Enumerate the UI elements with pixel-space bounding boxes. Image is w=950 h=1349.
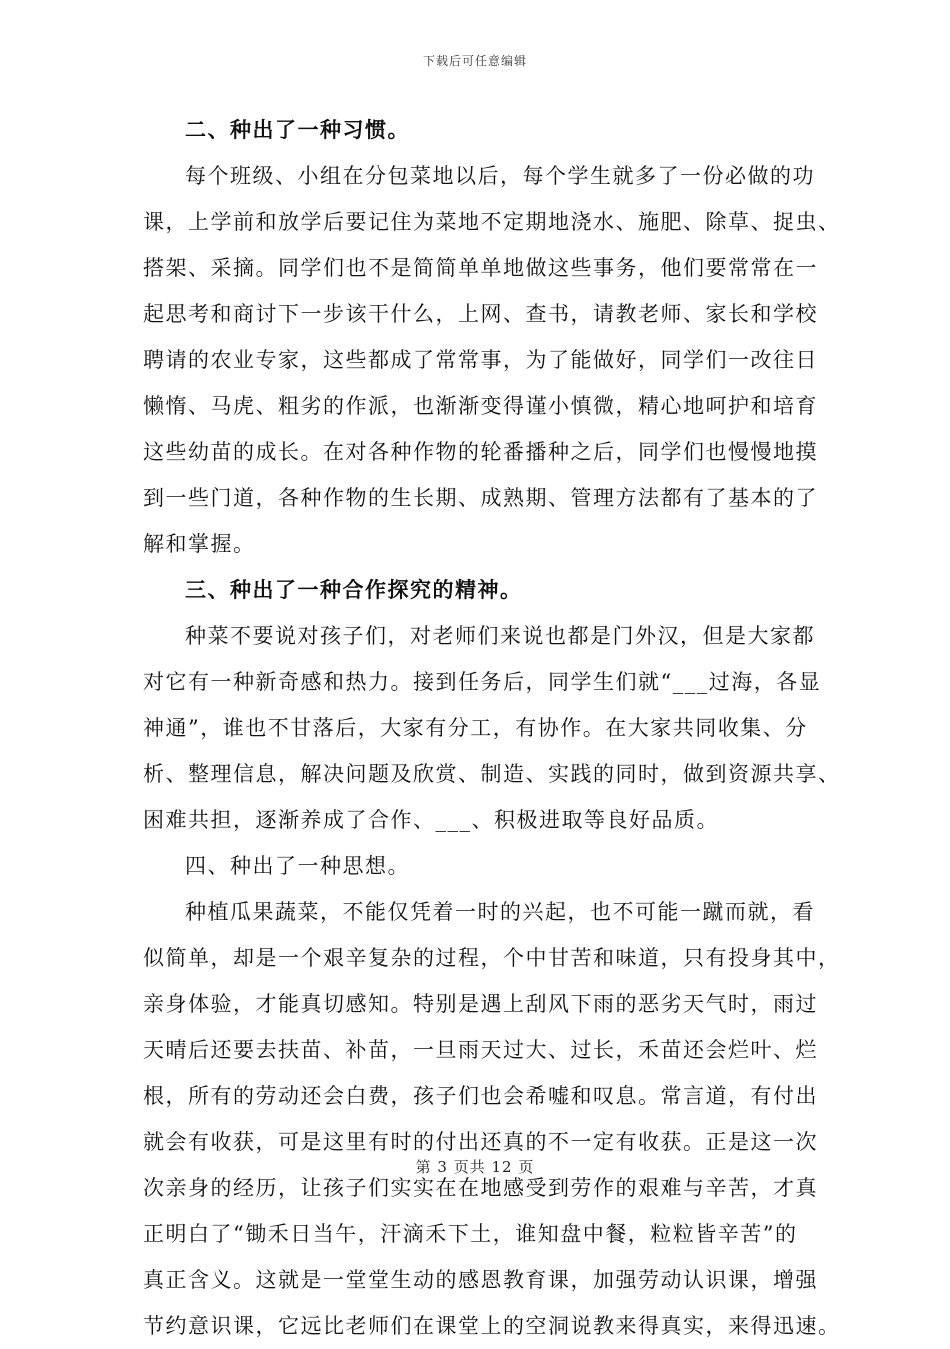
page-header: 下载后可任意编辑: [422, 54, 527, 68]
section-heading-3: 三、种出了一种合作探究的精神。: [185, 577, 523, 602]
paragraph-line: 种菜不要说对孩子们，对老师们来说也都是门外汉，但是大家都: [185, 624, 815, 648]
paragraph-line: 课，上学前和放学后要记住为菜地不定期地浇水、施肥、除草、捉虫、: [143, 210, 841, 234]
paragraph-line: 就会有收获，可是这里有时的付出还真的不一定有收获。正是这一次: [143, 1130, 818, 1154]
paragraph-line: 搭架、采摘。同学们也不是简简单单地做这些事务，他们要常常在一: [143, 256, 818, 280]
paragraph-line: 对它有一种新奇感和热力。接到任务后，同学生们就“___过海，各显: [143, 670, 822, 694]
paragraph-line: 起思考和商讨下一步该干什么，上网、查书，请教老师、家长和学校: [143, 302, 818, 326]
section-heading-4: 四、种出了一种思想。: [185, 854, 410, 878]
paragraph-line: 到一些门道，各种作物的生长期、成熟期、管理方法都有了基本的了: [143, 486, 818, 510]
paragraph-line: 真正含义。这就是一堂堂生动的感恩教育课，加强劳动认识课，增强: [143, 1268, 818, 1292]
paragraph-line: 懒惰、马虎、粗劣的作派，也渐渐变得谨小慎微，精心地呵护和培育: [143, 394, 818, 418]
paragraph-line: 种植瓜果蔬菜，不能仅凭着一时的兴起，也不可能一蹴而就，看: [185, 900, 815, 924]
section-heading-2: 二、种出了一种习惯。: [185, 117, 410, 142]
paragraph-line: 节约意识课，它远比老师们在课堂上的空洞说教来得真实，来得迅速。: [143, 1314, 841, 1338]
paragraph-line: 亲身体验，才能真切感知。特别是遇上刮风下雨的恶劣天气时，雨过: [143, 992, 818, 1016]
page-footer: 第 3 页共 12 页: [415, 1158, 535, 1176]
paragraph-line: 解和掌握。: [143, 532, 256, 556]
paragraph-line: 根，所有的劳动还会白费，孩子们也会希嘘和叹息。常言道，有付出: [143, 1084, 818, 1108]
paragraph-line: 困难共担，逐渐养成了合作、___、积极进取等良好品质。: [143, 808, 719, 832]
paragraph-line: 次亲身的经历，让孩子们实实在在地感受到劳作的艰难与辛苦，才真: [143, 1176, 818, 1200]
paragraph-line: 似简单，却是一个艰辛复杂的过程，个中甘苦和味道，只有投身其中，: [143, 946, 841, 970]
paragraph-line: 每个班级、小组在分包菜地以后，每个学生就多了一份必做的功: [185, 164, 815, 188]
paragraph-line: 析、整理信息，解决问题及欣赏、制造、实践的同时，做到资源共享、: [143, 762, 841, 786]
paragraph-line: 聘请的农业专家，这些都成了常常事，为了能做好，同学们一改往日: [143, 348, 818, 372]
paragraph-line: 天晴后还要去扶苗、补苗，一旦雨天过大、过长，禾苗还会烂叶、烂: [143, 1038, 818, 1062]
paragraph-line: 这些幼苗的成长。在对各种作物的轮番播种之后，同学们也慢慢地摸: [143, 440, 818, 464]
paragraph-line: 正明白了“锄禾日当午，汗滴禾下土，谁知盘中餐，粒粒皆辛苦”的: [143, 1222, 798, 1246]
paragraph-line: 神通”，谁也不甘落后，大家有分工，有协作。在大家共同收集、分: [143, 716, 808, 740]
